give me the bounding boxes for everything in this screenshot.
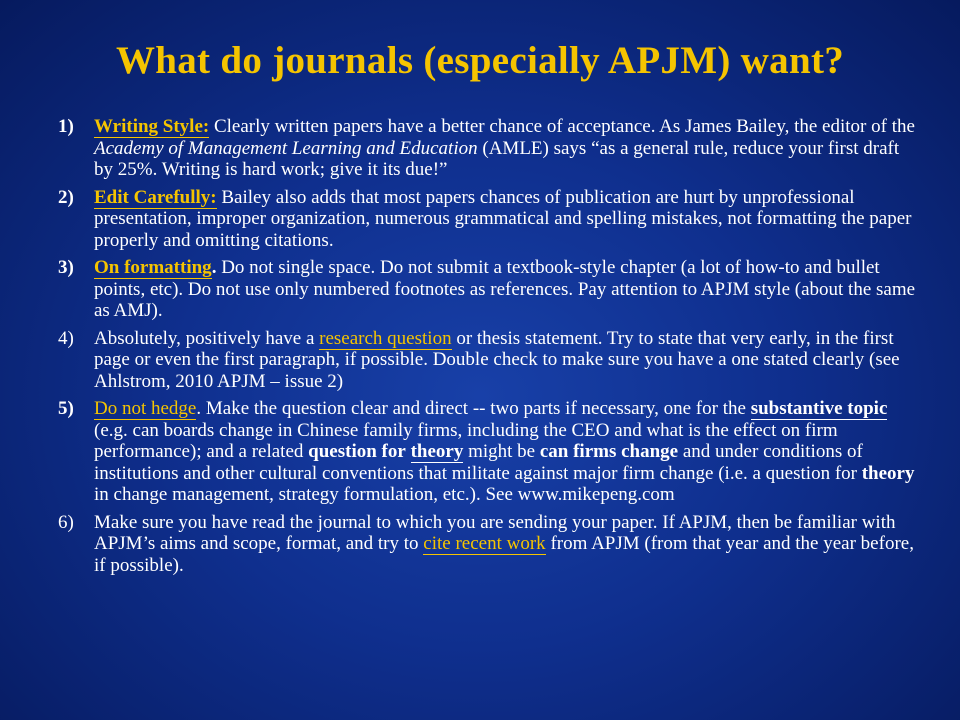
item-body: [94, 398, 918, 506]
list-item-writing-style: [58, 116, 918, 181]
item-text: might be: [463, 441, 540, 462]
item-text: Clearly written papers have a better chance of acceptance. As James Bailey, the editor of the: [209, 116, 915, 137]
item-text: Make sure you have read the journal to which you are sending your paper. If APJM, then be familiar with APJM’s aims and scope, format, and try to: [94, 511, 896, 554]
list-item-do-not-hedge: [58, 398, 918, 506]
item-text: or thesis statement. Try to state that very early, in the first page or even the first paragraph, if possible. Double check to make sure you have a one stated clearly (see Ahlstrom, 2010 APJM – issue 2): [94, 327, 900, 392]
item-number: 1): [58, 116, 74, 137]
guideline-list: [58, 116, 918, 582]
item-text: from APJM (from that year and the year before, if possible).: [94, 533, 914, 576]
theory-term: theory: [861, 462, 915, 484]
item-body: [94, 187, 918, 252]
list-item-formatting: [58, 257, 918, 322]
substantive-topic: substantive topic: [750, 398, 888, 419]
journal-name: Academy of Management Learning and Education: [94, 137, 478, 159]
item-heading-dot: .: [211, 257, 217, 278]
list-item-edit-carefully: [58, 187, 918, 252]
list-item-research-question: [58, 328, 918, 393]
slide-title: What do journals (especially APJM) want?: [115, 39, 845, 82]
item-text: (AMLE) says “as a general rule, reduce your first draft by 25%. Writing is hard work; give it its due!”: [94, 137, 900, 180]
item-text: (e.g. can boards change in Chinese family firms, including the CEO and what is the effect on firm performance); and a related: [94, 419, 838, 462]
list-item-read-journal: [58, 512, 918, 577]
item-text: Do not single space. Do not submit a textbook-style chapter (a lot of how-to and bullet points, etc). Do not use only numbered footnotes as references. Pay attention to APJM style (about the same as AMJ).: [94, 257, 916, 321]
question-for: question for: [308, 441, 406, 462]
item-heading: Writing Style:: [94, 116, 210, 137]
item-body: [94, 512, 918, 577]
item-text: in change management, strategy formulation, etc.). See www.mikepeng.com: [94, 484, 675, 505]
item-number: 3): [58, 257, 74, 278]
item-heading: On formatting: [94, 257, 212, 278]
item-number: 2): [58, 186, 74, 208]
item-number: 6): [58, 511, 74, 533]
item-text: Bailey also adds that most papers chances of publication are hurt by unprofessional presentation, improper organization, numerous grammatical and spelling mistakes, not formatting the paper properly and omitting citations.: [94, 186, 912, 251]
item-text: . Make the question clear and direct -- two parts if necessary, one for the: [196, 398, 751, 419]
item-number: 5): [58, 398, 74, 419]
item-body: [94, 328, 918, 393]
item-text: and under conditions of institutions and other cultural conventions that militate against major firm change (i.e. a question for: [94, 441, 863, 484]
item-heading: Edit Carefully:: [94, 186, 217, 208]
item-body: [94, 257, 918, 322]
item-number: 4): [58, 327, 74, 349]
cite-recent-work-link[interactable]: cite recent work: [423, 533, 546, 554]
can-firms-change: can firms change: [539, 441, 679, 462]
item-heading: Do not hedge: [94, 398, 197, 419]
item-body: [94, 116, 918, 181]
item-text: Absolutely, positively have a: [94, 327, 320, 349]
theory-term: theory: [410, 441, 464, 462]
research-question-link[interactable]: research question: [319, 327, 452, 349]
